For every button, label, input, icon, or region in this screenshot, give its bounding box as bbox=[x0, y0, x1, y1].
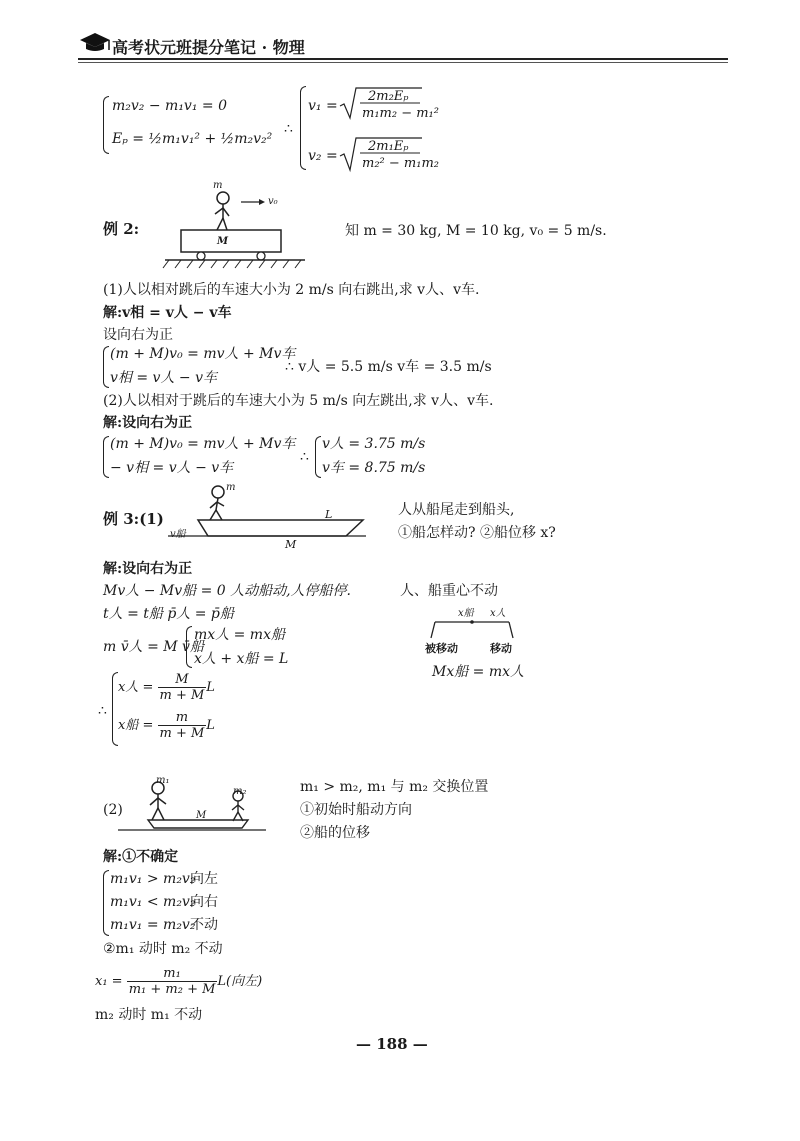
figure-label-m2: m₂ bbox=[233, 786, 247, 797]
therefore-symbol: ∴ bbox=[98, 703, 107, 719]
figure-label-m1: m₁ bbox=[156, 775, 170, 786]
graduation-cap-icon bbox=[78, 30, 112, 54]
brace bbox=[103, 346, 109, 388]
brace bbox=[186, 626, 192, 668]
part-label: (2) bbox=[103, 802, 123, 818]
case-direction: 不动 bbox=[190, 917, 218, 933]
therefore-symbol: ∴ bbox=[284, 121, 293, 137]
solution-line: 解:v相 = v人 − v车 bbox=[103, 305, 232, 321]
brace bbox=[315, 436, 321, 478]
question-1: (1)人以相对跳后的车速大小为 2 m/s 向右跳出,求 v人、v车. bbox=[103, 282, 480, 298]
case-direction: 向左 bbox=[190, 871, 218, 887]
example-label: 例 3:(1) bbox=[103, 510, 164, 528]
therefore-symbol: ∴ bbox=[300, 449, 309, 465]
x1-formula bbox=[95, 966, 262, 997]
solution-line: 解:①不确定 bbox=[103, 849, 179, 865]
solution-line: 解:设向右为正 bbox=[103, 415, 193, 431]
case-direction: 向右 bbox=[190, 894, 218, 910]
result-line: ∴ v人 = 5.5 m/s v车 = 3.5 m/s bbox=[285, 359, 492, 375]
equation-line: m₂v₂ − m₁v₁ = 0 bbox=[112, 98, 227, 114]
equation-line: x人 + x船 = L bbox=[194, 651, 289, 667]
diagram-label-moving: 移动 bbox=[490, 642, 512, 655]
given-values: 知 m = 30 kg, M = 10 kg, v₀ = 5 m/s. bbox=[345, 223, 607, 239]
formula-label: x人 = bbox=[118, 680, 154, 695]
header-title: 高考状元班提分笔记 · 物理 bbox=[112, 38, 305, 57]
figure-label-v0: v₀ bbox=[268, 196, 278, 207]
solution-line: ②m₁ 动时 m₂ 不动 bbox=[103, 941, 223, 957]
formula-tail: L(向左) bbox=[217, 974, 263, 989]
example-label: 例 2: bbox=[103, 220, 140, 238]
figure-label-M: M bbox=[285, 538, 297, 551]
figure-label-M: M bbox=[196, 810, 207, 821]
formula-label: x₁ = bbox=[95, 974, 123, 989]
solution-line: Mv人 − Mv船 = 0 人动船动,人停船停. bbox=[103, 583, 352, 599]
figure-label-v: v船 bbox=[170, 529, 186, 540]
figure-label-L: L bbox=[325, 508, 333, 521]
case-equation: m₁v₁ > m₂v₂ bbox=[110, 871, 196, 887]
condition-line: m₁ > m₂, m₁ 与 m₂ 交换位置 bbox=[300, 779, 489, 795]
result-line: v人 = 3.75 m/s bbox=[322, 436, 426, 452]
question-2: (2)人以相对于跳后的车速大小为 5 m/s 向左跳出,求 v人、v车. bbox=[103, 393, 494, 409]
description-line: ①船怎样动? ②船位移 x? bbox=[398, 525, 556, 541]
condition-line: ①初始时船动方向 bbox=[300, 802, 412, 818]
fraction bbox=[158, 672, 207, 703]
equation-line: mx人 = mx船 bbox=[194, 627, 285, 643]
solution-line: 设向右为正 bbox=[103, 327, 173, 343]
center-of-mass-title: 人、船重心不动 bbox=[400, 583, 498, 599]
solution-line: t人 = t船 p̄人 = p̄船 bbox=[103, 606, 234, 622]
diagram-label-moved: 被移动 bbox=[425, 642, 458, 655]
figure-label-m: m bbox=[213, 180, 223, 191]
case-equation: m₁v₁ = m₂v₂ bbox=[110, 917, 196, 933]
brace bbox=[300, 86, 306, 170]
header-rule-thin bbox=[78, 62, 728, 63]
denominator: m₁ + m₂ + M bbox=[128, 982, 216, 997]
page-number: — 188 — bbox=[356, 1035, 428, 1053]
diagram-label-x-boat: x船 bbox=[458, 608, 474, 619]
figure-label-M: M bbox=[217, 236, 229, 247]
numerator: m bbox=[158, 710, 207, 726]
v1-denominator: m₁m₂ − m₁² bbox=[362, 106, 439, 121]
diagram-label-x-man: x人 bbox=[490, 608, 506, 619]
boat-figure bbox=[168, 480, 368, 550]
denominator: m + M bbox=[159, 726, 205, 741]
equation-line: Eₚ = ½m₁v₁² + ½m₂v₂² bbox=[112, 131, 273, 147]
case-equation: m₁v₁ < m₂v₂ bbox=[110, 894, 196, 910]
fraction bbox=[158, 710, 207, 741]
formula-label: x船 = bbox=[118, 718, 154, 733]
header-rule bbox=[78, 58, 728, 60]
solution-line: m₂ 动时 m₁ 不动 bbox=[95, 1007, 203, 1023]
cart-figure bbox=[155, 178, 325, 270]
equation-line: (m + M)v₀ = mv人 + Mv车 bbox=[110, 436, 296, 452]
v2-label: v₂ = bbox=[308, 148, 338, 164]
description-line: 人从船尾走到船头, bbox=[398, 502, 515, 518]
figure-label-m: m bbox=[226, 482, 236, 493]
brace bbox=[103, 870, 109, 936]
solution-line: m v̄人 = M v̄船 bbox=[103, 639, 204, 655]
numerator: M bbox=[158, 672, 207, 688]
result-line: v车 = 8.75 m/s bbox=[322, 460, 426, 476]
formula-tail: L bbox=[206, 718, 215, 733]
displacement-diagram bbox=[425, 612, 525, 642]
brace bbox=[103, 96, 109, 154]
x-boat-formula bbox=[118, 710, 215, 741]
denominator: m + M bbox=[159, 688, 205, 703]
formula-tail: L bbox=[206, 680, 215, 695]
v2-numerator: 2m₁Eₚ bbox=[368, 139, 409, 154]
numerator: m₁ bbox=[127, 966, 218, 982]
equation-line: − v相 = v人 − v车 bbox=[110, 460, 234, 476]
condition-line: ②船的位移 bbox=[300, 825, 370, 841]
v2-denominator: m₂² − m₁m₂ bbox=[362, 156, 439, 171]
equation-line: Mx船 = mx人 bbox=[432, 664, 525, 680]
v1-label: v₁ = bbox=[308, 98, 338, 114]
fraction bbox=[127, 966, 218, 997]
x-man-formula bbox=[118, 672, 215, 703]
v1-numerator: 2m₂Eₚ bbox=[368, 89, 409, 104]
solution-line: 解:设向右为正 bbox=[103, 561, 193, 577]
equation-line: v相 = v人 − v车 bbox=[110, 370, 217, 386]
brace bbox=[103, 436, 109, 478]
equation-line: (m + M)v₀ = mv人 + Mv车 bbox=[110, 346, 296, 362]
